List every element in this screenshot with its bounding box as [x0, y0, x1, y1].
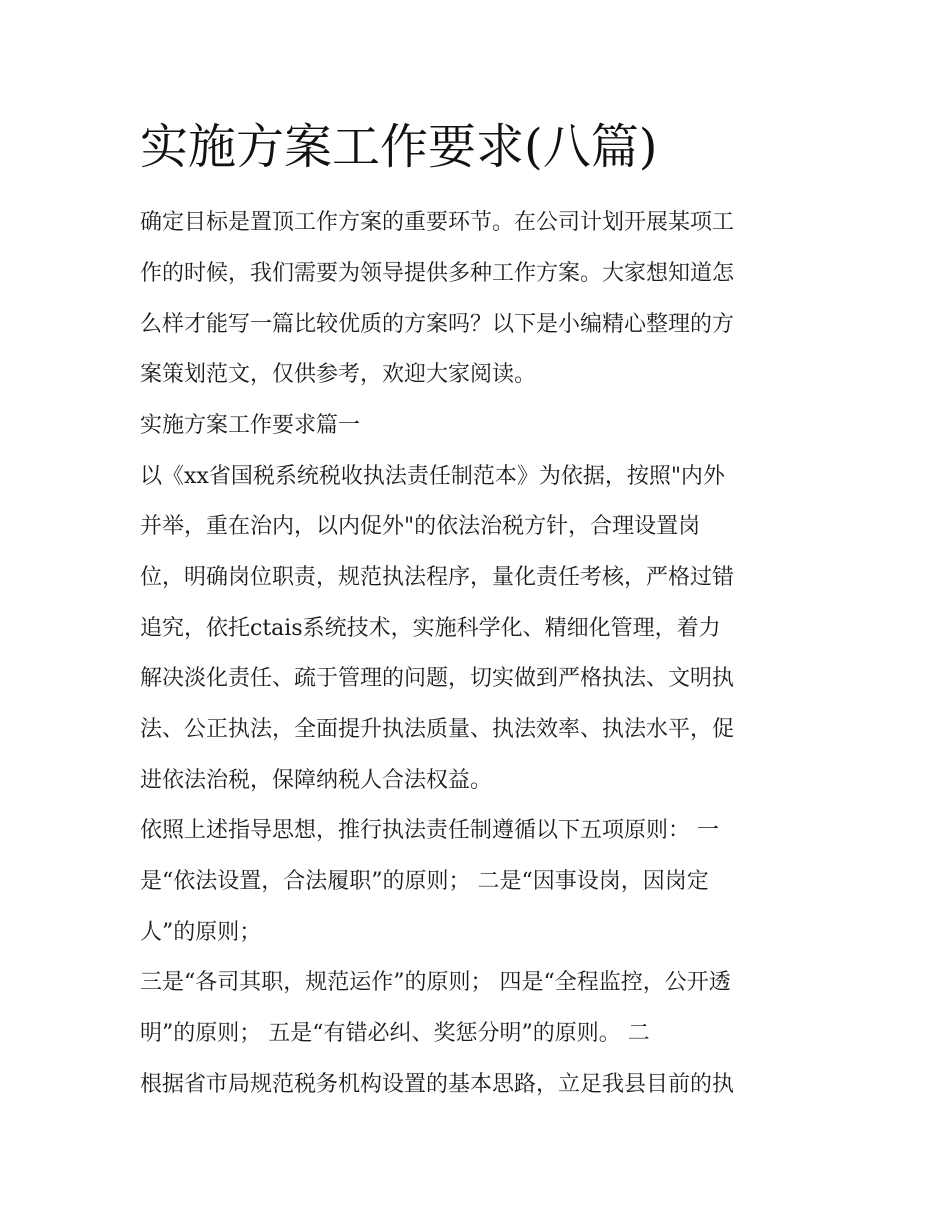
body-line-4: 案策划范文，仅供参考，欢迎大家阅读。 [140, 362, 537, 387]
body-line-9: 追究，依托ctais系统技术，实施科学化、精细化管理，着力 [140, 616, 721, 641]
body-line-2: 作的时候，我们需要为领导提供多种工作方案。大家想知道怎 [140, 261, 735, 286]
section-heading: 实施方案工作要求篇一 [140, 413, 361, 438]
body-line-15: 人”的原则； [140, 920, 262, 945]
body-line-18: 根据省市局规范税务机构设置的基本思路，立足我县目前的执 [140, 1072, 735, 1097]
body-line-6: 以《xx省国税系统税收执法责任制范本》为依据，按照"内外 [140, 464, 725, 489]
body-line-1: 确定目标是置顶工作方案的重要环节。在公司计划开展某项工 [140, 210, 735, 235]
body-line-13: 依照上述指导思想，推行执法责任制遵循以下五项原则： 一 [140, 818, 719, 843]
body-line-11: 法、公正执法，全面提升执法质量、执法效率、执法水平，促 [140, 717, 735, 742]
body-line-16: 三是“各司其职，规范运作”的原则； 四是“全程监控，公开透 [140, 970, 731, 995]
body-line-8: 位，明确岗位职责，规范执法程序，量化责任考核，严格过错 [140, 565, 735, 590]
body-line-3: 么样才能写一篇比较优质的方案吗？以下是小编精心整理的方 [140, 312, 735, 337]
body-line-12: 进依法治税，保障纳税人合法权益。 [140, 768, 493, 793]
body-line-14: 是“依法设置，合法履职”的原则； 二是“因事设岗，因岗定 [140, 869, 709, 894]
document-title: 实施方案工作要求(八篇) [140, 119, 658, 175]
body-line-17: 明”的原则； 五是“有错必纠、奖惩分明”的原则。 二 [140, 1021, 650, 1046]
body-line-10: 解决淡化责任、疏于管理的问题，切实做到严格执法、文明执 [140, 666, 735, 691]
body-line-7: 并举，重在治内，以内促外"的依法治税方针，合理设置岗 [140, 514, 701, 539]
